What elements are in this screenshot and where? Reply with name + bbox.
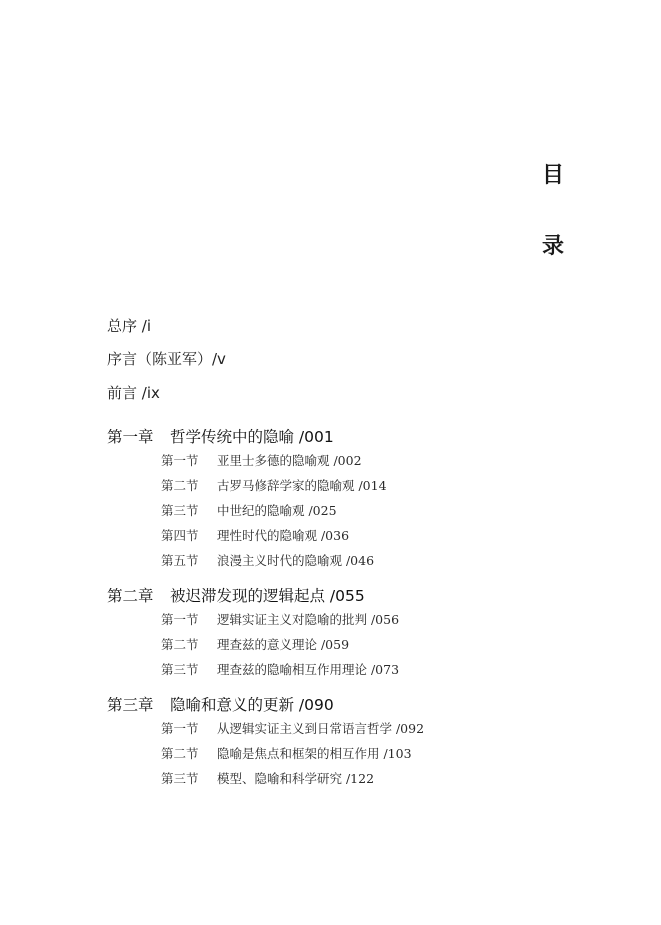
chapter-1-heading [107,430,334,446]
chapter-3-section-3 [161,773,374,786]
chapter-2-section-1 [161,614,399,627]
section-title: 逻辑实证主义对隐喻的批判 /056 [217,612,400,627]
chapter-title: 哲学传统中的隐喻 /001 [170,428,334,446]
section-number: 第二节 [161,746,199,761]
section-number: 第三节 [161,771,199,786]
toc-title-char-2: 录 [542,234,565,259]
chapter-3-section-2 [161,748,412,761]
front-matter-preface-general: 总序 /i [107,317,151,335]
chapter-2-section-2 [161,639,349,652]
toc-title-char-1: 目 [542,163,565,188]
section-number: 第一节 [161,453,199,468]
chapter-title: 被迟滞发现的逻辑起点 /055 [170,587,365,605]
section-number: 第三节 [161,503,199,518]
section-number: 第四节 [161,528,199,543]
section-number: 第五节 [161,553,199,568]
chapter-1-section-1 [161,455,362,468]
chapter-1-section-3 [161,505,337,518]
section-title: 理查兹的意义理论 /059 [217,637,350,652]
section-title: 模型、隐喻和科学研究 /122 [217,771,375,786]
chapter-1-section-5 [161,555,374,568]
chapter-3-heading [107,698,334,714]
section-title: 理查兹的隐喻相互作用理论 /073 [217,662,400,677]
section-number: 第一节 [161,721,199,736]
front-matter-introduction: 前言 /ix [107,384,160,402]
section-number: 第一节 [161,612,199,627]
section-title: 古罗马修辞学家的隐喻观 /014 [217,478,387,493]
section-number: 第二节 [161,478,199,493]
chapter-2-heading [107,589,365,605]
section-title: 浪漫主义时代的隐喻观 /046 [217,553,375,568]
chapter-number: 第二章 [107,587,154,605]
section-number: 第三节 [161,662,199,677]
section-title: 从逻辑实证主义到日常语言哲学 /092 [217,721,425,736]
chapter-number: 第一章 [107,428,154,446]
chapter-1-section-4 [161,530,349,543]
chapter-number: 第三章 [107,696,154,714]
section-title: 隐喻是焦点和框架的相互作用 /103 [217,746,412,761]
section-title: 理性时代的隐喻观 /036 [217,528,350,543]
front-matter-foreword: 序言（陈亚军）/v [107,350,226,368]
chapter-title: 隐喻和意义的更新 /090 [170,696,334,714]
chapter-3-section-1 [161,723,424,736]
section-title: 中世纪的隐喻观 /025 [217,503,337,518]
chapter-1-section-2 [161,480,387,493]
section-number: 第二节 [161,637,199,652]
chapter-2-section-3 [161,664,399,677]
section-title: 亚里士多德的隐喻观 /002 [217,453,362,468]
